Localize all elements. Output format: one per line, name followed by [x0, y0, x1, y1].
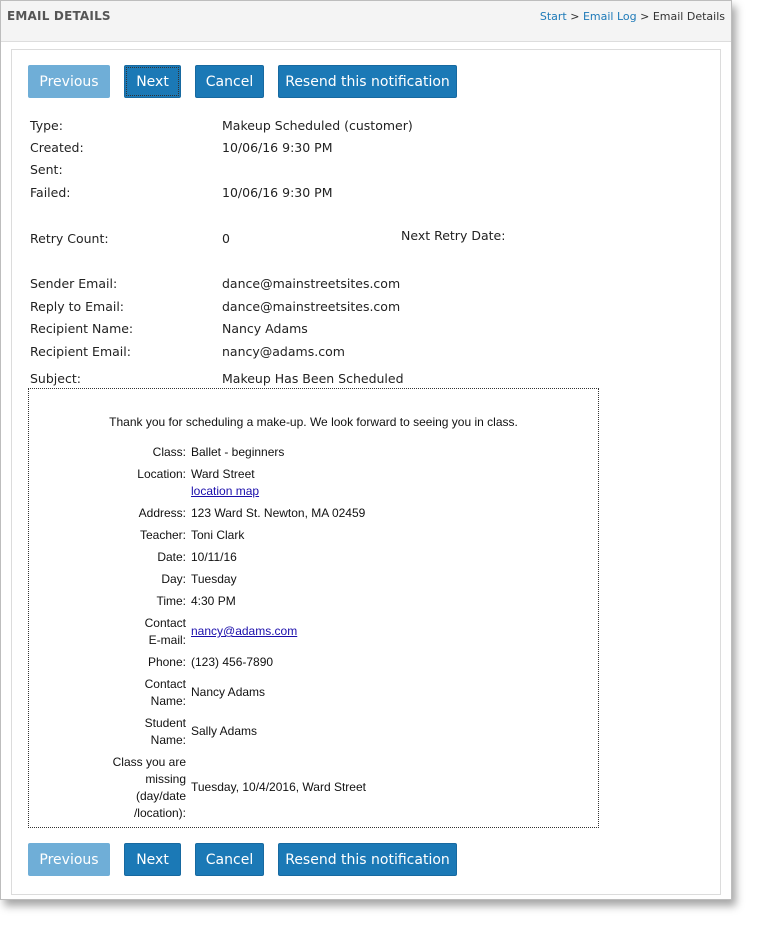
breadcrumb — [540, 10, 725, 23]
missing-class-label-line4: /location): — [133, 806, 186, 820]
created-label: Created: — [30, 140, 84, 155]
reply-to-email-value: dance@mainstreetsites.com — [222, 299, 401, 314]
breadcrumb-separator: > — [570, 10, 580, 23]
day-value: Tuesday — [191, 572, 237, 586]
location-value: Ward Street — [191, 467, 255, 481]
cancel-button-top[interactable]: Cancel — [195, 65, 264, 98]
sent-label: Sent: — [30, 162, 63, 177]
contact-email-label-line1: Contact — [144, 616, 186, 630]
email-message-body — [28, 388, 599, 828]
breadcrumb-current: Email Details — [652, 10, 725, 23]
time-value: 4:30 PM — [191, 594, 236, 608]
address-value: 123 Ward St. Newton, MA 02459 — [191, 506, 366, 520]
message-intro: Thank you for scheduling a make-up. We look forward to seeing you in class. — [109, 415, 518, 429]
next-button-top[interactable]: Next — [124, 65, 181, 98]
location-label: Location: — [137, 467, 186, 481]
subject-value: Makeup Has Been Scheduled — [222, 371, 404, 386]
recipient-email-value: nancy@adams.com — [222, 344, 345, 359]
missing-class-value: Tuesday, 10/4/2016, Ward Street — [191, 780, 366, 794]
recipient-email-label: Recipient Email: — [30, 344, 131, 359]
type-value: Makeup Scheduled (customer) — [222, 118, 413, 133]
date-label: Date: — [157, 550, 186, 564]
class-label: Class: — [152, 445, 186, 459]
contact-email-label-line2: E-mail: — [148, 633, 186, 647]
page-header — [1, 1, 731, 42]
class-value: Ballet - beginners — [191, 445, 285, 459]
time-label: Time: — [156, 594, 186, 608]
student-name-label-line2: Name: — [150, 733, 186, 747]
breadcrumb-start-link[interactable]: Start — [539, 10, 567, 23]
next-button-bottom[interactable]: Next — [124, 843, 181, 876]
missing-class-label-line3: (day/date — [135, 789, 186, 803]
created-value: 10/06/16 9:30 PM — [222, 140, 333, 155]
sender-email-value: dance@mainstreetsites.com — [222, 276, 401, 291]
teacher-label: Teacher: — [139, 528, 186, 542]
resend-button-top[interactable]: Resend this notification — [278, 65, 457, 98]
subject-label: Subject: — [30, 371, 81, 386]
teacher-value: Toni Clark — [191, 528, 245, 542]
recipient-name-value: Nancy Adams — [222, 321, 308, 336]
day-label: Day: — [161, 572, 186, 586]
date-value: 10/11/16 — [191, 550, 237, 564]
resend-button-bottom[interactable]: Resend this notification — [278, 843, 457, 876]
contact-name-value: Nancy Adams — [191, 685, 266, 699]
breadcrumb-separator: > — [640, 10, 650, 23]
student-name-value: Sally Adams — [191, 724, 258, 738]
missing-class-label-line1: Class you are — [112, 755, 186, 769]
type-label: Type: — [30, 118, 63, 133]
sender-email-label: Sender Email: — [30, 276, 118, 291]
cancel-button-bottom[interactable]: Cancel — [195, 843, 264, 876]
failed-value: 10/06/16 9:30 PM — [222, 185, 333, 200]
failed-label: Failed: — [30, 185, 71, 200]
breadcrumb-email-log-link[interactable]: Email Log — [582, 10, 637, 23]
next-retry-date-label: Next Retry Date: — [401, 228, 506, 243]
contact-email-link[interactable]: nancy@adams.com — [191, 624, 298, 638]
student-name-label-line1: Student — [144, 716, 186, 730]
retry-count-value: 0 — [222, 231, 230, 246]
recipient-name-label: Recipient Name: — [30, 321, 134, 336]
contact-name-label-line2: Name: — [150, 694, 186, 708]
address-label: Address: — [138, 506, 186, 520]
missing-class-label-line2: missing — [145, 772, 186, 786]
location-map-link[interactable]: location map — [191, 484, 260, 498]
contact-name-label-line1: Contact — [144, 677, 186, 691]
retry-count-label: Retry Count: — [30, 231, 109, 246]
previous-button-top[interactable]: Previous — [28, 65, 110, 98]
page-title: EMAIL DETAILS — [7, 9, 111, 23]
previous-button-bottom[interactable]: Previous — [28, 843, 110, 876]
phone-value: (123) 456-7890 — [191, 655, 274, 669]
reply-to-email-label: Reply to Email: — [30, 299, 125, 314]
phone-label: Phone: — [147, 655, 186, 669]
